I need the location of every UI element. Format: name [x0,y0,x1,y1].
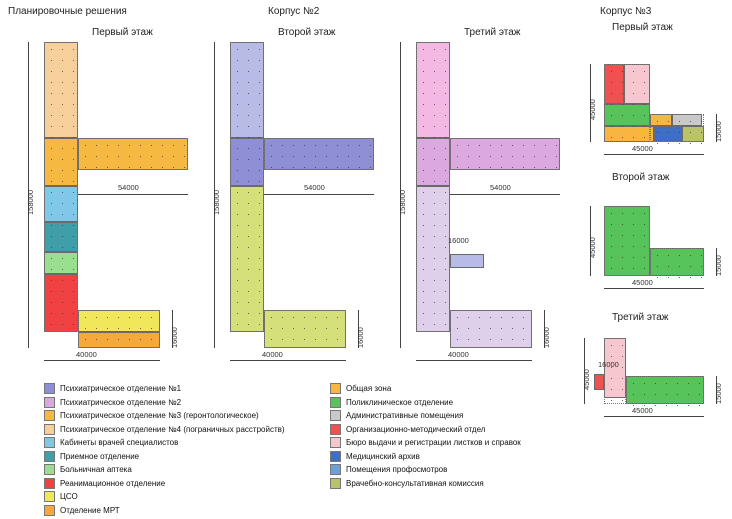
plan-3-dim-right: 16000 [542,327,551,348]
plan-5-dim-right: 15000 [714,255,723,276]
plan-5-dim-bottom: 45000 [632,278,653,287]
dim-line-top [450,194,560,195]
plan-2-dim-vertical: 158000 [212,189,221,215]
legend-swatch [330,437,341,448]
plan-1-dim-top: 54000 [118,183,139,192]
plan-4-floor-label: Первый этаж [612,22,673,33]
legend-label: Реанимационное отделение [60,478,166,488]
grid-overlay [264,310,346,348]
building-title-3: Корпус №3 [600,6,652,17]
legend-column-2 [330,383,521,491]
legend-item [44,451,285,462]
room-block [594,374,604,390]
legend-column-1 [44,383,285,518]
legend-item [44,491,285,502]
grid-overlay [604,206,650,276]
legend-item [44,505,285,516]
plan-6-dim-extra: 16000 [598,360,619,369]
legend-item [330,437,521,448]
plan-4-dim-right: 15000 [714,121,723,142]
legend-item [330,478,521,489]
legend-swatch [44,424,55,435]
legend-swatch [44,437,55,448]
building-title-2: Корпус №2 [268,6,320,17]
legend-label: Бюро выдачи и регистрации листков и справок [346,438,521,447]
dim-line-top [264,194,374,195]
grid-overlay [450,310,532,348]
plan-5-floor-label: Второй этаж [612,172,670,183]
legend-label: Помещения профосмотров [346,465,448,474]
plan-1-floor-label: Первый этаж [92,27,153,38]
grid-overlay [450,138,560,170]
plan-second-floor-building3 [560,172,732,312]
plan-3-dim-vertical: 158000 [398,189,407,215]
plan-6-floor-label: Третий этаж [612,312,669,323]
legend-swatch [330,424,341,435]
legend-label: Психиатрическое отделение №2 [60,397,182,407]
legend-item [44,397,285,408]
plan-2-dim-top: 54000 [304,183,325,192]
legend-label: ЦСО [60,492,78,501]
legend-item [330,397,521,408]
plan-first-floor-building2 [0,0,200,370]
plan-second-floor-building2 [186,0,386,370]
plan-5-dim-vertical: 45000 [588,237,597,258]
plan-3-dim-extra: 16000 [448,236,469,245]
legend-label: Организационно-методический отдел [346,424,486,434]
legend-swatch [330,383,341,394]
legend-item [44,383,285,394]
grid-overlay [78,138,188,170]
plan-6-dim-right: 15000 [714,383,723,404]
legend-label: Психиатрическое отделение №3 (геронтологическое) [60,411,259,420]
page-title: Планировочные решения [8,6,127,17]
plan-1-dim-vertical: 158000 [26,189,35,215]
legend-label: Приемное отделение [60,451,140,461]
dim-line-bottom [604,416,704,417]
plan-third-floor-building2 [372,0,582,370]
dim-line-bottom [44,360,160,361]
legend-swatch [44,464,55,475]
legend-item [44,424,285,435]
legend-item [330,464,521,475]
legend-item [330,410,521,421]
legend-swatch [330,451,341,462]
plan-4-dim-bottom: 45000 [632,144,653,153]
plan-4-dim-vertical: 45000 [588,99,597,120]
grid-overlay [604,338,626,404]
grid-overlay [78,310,160,348]
grid-overlay [650,114,704,142]
grid-overlay [626,376,704,404]
dim-line-bottom [230,360,346,361]
plan-2-floor-label: Второй этаж [278,27,336,38]
plan-3-dim-bottom: 40000 [448,350,469,359]
legend-swatch [44,491,55,502]
legend-label: Отделение МРТ [60,505,120,515]
legend-swatch [44,478,55,489]
plan-3-dim-top: 54000 [490,183,511,192]
legend-swatch [330,478,341,489]
legend-item [330,424,521,435]
legend-swatch [44,451,55,462]
legend-label: Поликлиническое отделение [346,397,454,407]
dim-line-top [78,194,188,195]
legend-label: Медицинский архив [346,451,420,461]
grid-overlay [44,42,78,332]
legend-swatch [330,464,341,475]
legend-swatch [44,383,55,394]
legend-label: Больничная аптека [60,465,132,474]
legend-label: Общая зона [346,384,392,393]
legend-swatch [44,397,55,408]
plan-first-floor-building3 [560,22,732,162]
plan-6-dim-vertical: 45000 [582,369,591,390]
legend-item [44,478,285,489]
legend-item [44,437,285,448]
legend-swatch [330,410,341,421]
legend-label: Психиатрическое отделение №1 [60,384,182,393]
legend-item [330,383,521,394]
grid-overlay [230,42,264,332]
room-block [450,254,484,268]
plan-3-floor-label: Третий этаж [464,27,521,38]
legend-label: Кабинеты врачей специалистов [60,438,179,447]
plan-2-dim-right: 16000 [356,327,365,348]
plan-1-dim-right: 16000 [170,327,179,348]
legend-swatch [44,410,55,421]
grid-overlay [604,64,650,142]
legend-label: Психиатрическое отделение №4 (пограничных расстройств) [60,424,285,434]
legend-item [330,451,521,462]
legend-swatch [330,397,341,408]
dim-line-bottom [604,288,704,289]
plan-1-dim-bottom: 40000 [76,350,97,359]
grid-overlay [264,138,374,170]
grid-overlay [416,42,450,332]
plan-third-floor-building3 [560,312,732,457]
legend-label: Административные помещения [346,411,464,420]
grid-overlay [650,248,704,276]
plan-6-dim-bottom: 45000 [632,406,653,415]
dim-line-bottom [416,360,532,361]
legend-swatch [44,505,55,516]
legend-label: Врачебно-консультативная комиссия [346,478,484,488]
dim-line-bottom [604,154,704,155]
plan-2-dim-bottom: 40000 [262,350,283,359]
legend-item [44,410,285,421]
legend-item [44,464,285,475]
